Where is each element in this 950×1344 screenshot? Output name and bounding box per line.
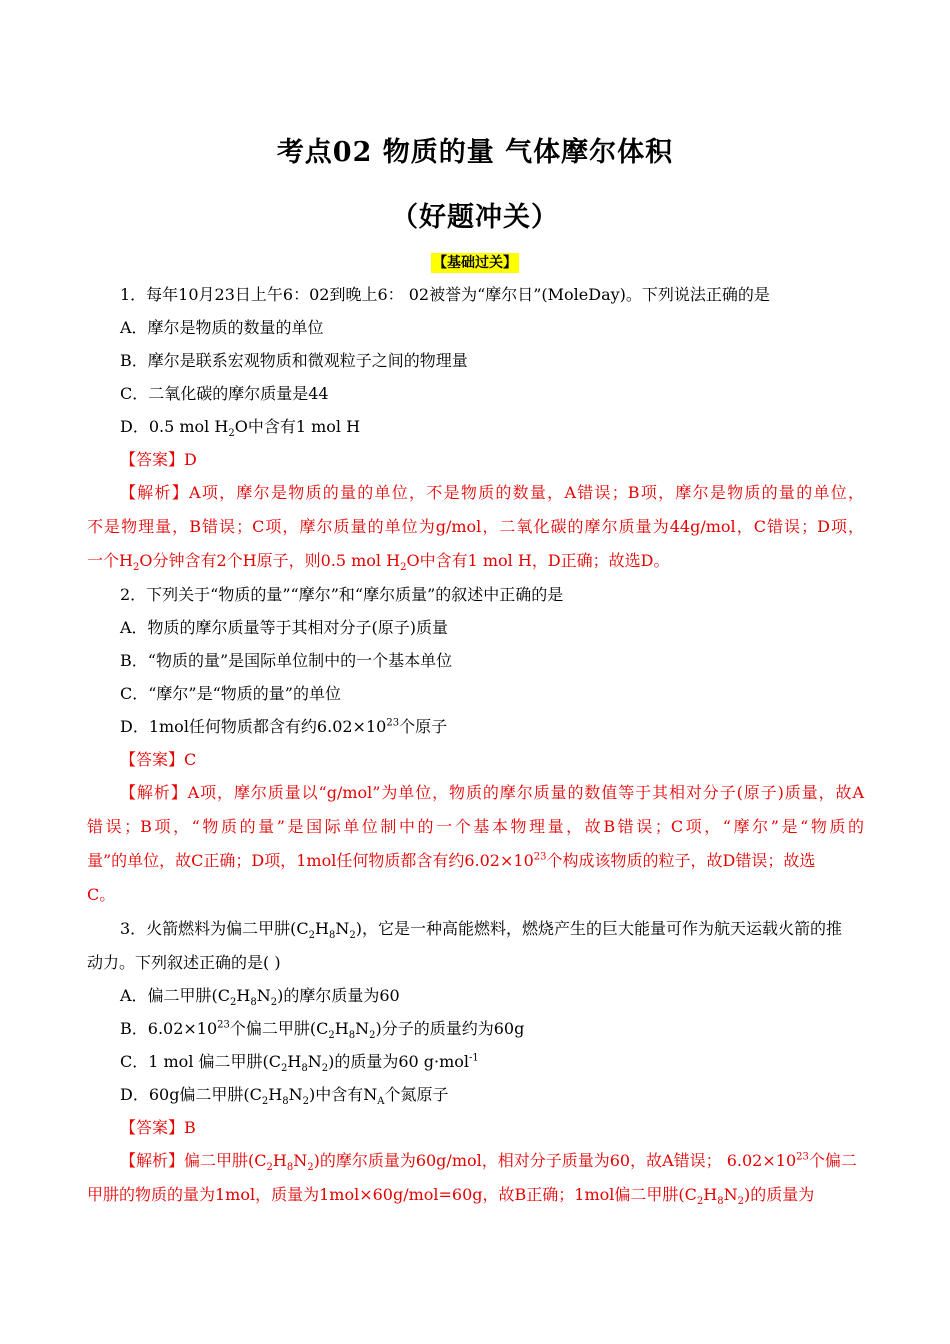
section-heading: [0, 252, 950, 272]
analysis-text: N: [293, 1151, 308, 1170]
question-3-option-d: [120, 1085, 449, 1108]
question-1-answer: 【答案】D: [120, 450, 197, 469]
question-3-option-c: [120, 1052, 479, 1075]
analysis-text: 【解析】偏二甲肼(C: [120, 1151, 267, 1170]
subscript: 2: [270, 997, 278, 1009]
analysis-text: O中含有1 mol H，D正确；故选D。: [406, 551, 670, 570]
question-2-option-b: B．“物质的量”是国际单位制中的一个基本单位: [120, 651, 453, 670]
question-2-option-a: A．物质的摩尔质量等于其相对分子(原子)质量: [120, 618, 449, 637]
section-heading-label: 【基础过关】: [433, 255, 517, 271]
superscript: 23: [217, 1019, 230, 1031]
subscript: 8: [717, 1196, 724, 1208]
subscript: 2: [230, 997, 237, 1009]
subscript: 8: [329, 930, 336, 942]
option-text: 个偏二甲肼(C: [229, 1019, 329, 1038]
question-1-stem: 1．每年10月23日上午6：02到晚上6： 02被誉为“摩尔日”(MoleDay)。下列说法正确的是: [120, 285, 770, 304]
analysis-text: )的摩尔质量为60g/mol，相对分子质量为60，故A错误； 6.02×10: [313, 1151, 797, 1170]
stem-text: H: [315, 919, 329, 938]
superscript: 23: [796, 1151, 809, 1163]
subscript: 8: [250, 997, 257, 1009]
subscript: 2: [281, 1063, 288, 1075]
option-text: C．1 mol 偏二甲肼(C: [120, 1052, 282, 1071]
question-3-analysis-line-1: [120, 1151, 857, 1174]
question-1-analysis-line-2: 不是物理量，B错误；C项，摩尔质量的单位为g/mol，二氧化碳的摩尔质量为44g/mol，C错误；D项，: [87, 517, 864, 536]
option-text: N: [256, 986, 271, 1005]
superscript: 23: [533, 851, 547, 863]
question-2-analysis-line-4: C。: [87, 885, 116, 904]
question-2-analysis-line-1: 【解析】A项，摩尔质量以“g/mol”为单位，物质的摩尔质量的数值等于其相对分子(原子)质量，故A: [120, 783, 864, 802]
option-text: D．0.5 mol H: [120, 417, 229, 436]
stem-text: N: [335, 919, 350, 938]
analysis-text: 个构成该物质的粒子，故D错误；故选: [546, 851, 816, 870]
analysis-text: 一个H: [87, 551, 133, 570]
question-3-stem-line-1: [120, 919, 842, 942]
subscript: 8: [286, 1162, 294, 1174]
question-1-option-b: B．摩尔是联系宏观物质和微观粒子之间的物理量: [120, 351, 468, 370]
question-2-option-c: C．“摩尔”是“物质的量”的单位: [120, 684, 341, 703]
option-text: B．6.02×10: [120, 1019, 218, 1038]
question-3-option-a: [120, 986, 400, 1009]
stem-text: )，它是一种高能燃料，燃烧产生的巨大能量可作为航天运载火箭的推: [355, 919, 842, 938]
stem-text: 3．火箭燃料为偏二甲肼(C: [120, 919, 309, 938]
option-text: )的摩尔质量为60: [277, 986, 400, 1005]
subscript: 2: [696, 1196, 704, 1208]
analysis-text: )的质量为: [743, 1185, 815, 1204]
subscript: 2: [328, 1030, 335, 1042]
option-text: )的质量为60 g·mol: [328, 1052, 470, 1071]
subscript: 2: [132, 562, 140, 574]
subscript: 2: [349, 930, 356, 942]
option-text: N: [288, 1085, 303, 1104]
option-text: O中含有1 mol H: [234, 417, 361, 436]
question-3-option-b: [120, 1019, 525, 1042]
subscript: A: [377, 1096, 385, 1108]
question-2-stem: 2．下列关于“物质的量”“摩尔”和“摩尔质量”的叙述中正确的是: [120, 585, 564, 604]
question-1-analysis-line-3: [87, 551, 670, 574]
option-text: 个原子: [399, 717, 448, 736]
question-3-analysis-line-2: [87, 1185, 815, 1208]
option-text: H: [334, 1019, 349, 1038]
subscript: 8: [301, 1063, 308, 1075]
page-subtitle: （好题冲关）: [391, 202, 559, 233]
option-text: H: [268, 1085, 283, 1104]
analysis-text: 量”的单位，故C正确；D项，1mol任何物质都含有约6.02×10: [87, 851, 534, 870]
subscript: 2: [400, 562, 407, 574]
question-1-option-c: C．二氧化碳的摩尔质量是44: [120, 384, 329, 403]
subscript: 2: [737, 1196, 744, 1208]
analysis-text: 甲肼的物质的量为1mol，质量为1mol×60g/mol=60g，故B正确；1mol偏二甲肼(C: [87, 1185, 697, 1204]
analysis-text: 个偏二: [808, 1151, 857, 1170]
subscript: 2: [369, 1030, 376, 1042]
subscript: 2: [321, 1063, 329, 1075]
question-3-answer: 【答案】B: [120, 1118, 196, 1137]
question-2-analysis-line-3: [87, 851, 864, 871]
question-2-answer: 【答案】C: [120, 750, 197, 769]
question-2-analysis-line-2: 错误；B项，“物质的量”是国际单位制中的一个基本物理量，故B错误；C项，“摩尔”是“物质的: [87, 817, 864, 836]
analysis-text: O分钟含有2个H原子，则0.5 mol H: [139, 551, 401, 570]
option-text: H: [236, 986, 251, 1005]
question-3-stem-line-2: 动力。下列叙述正确的是( ): [87, 953, 281, 972]
subscript: 2: [266, 1162, 273, 1174]
option-text: 个氮原子: [384, 1085, 449, 1104]
subscript: 2: [307, 1162, 314, 1174]
analysis-text: H: [272, 1151, 287, 1170]
page-title: 考点02 物质的量 气体摩尔体积: [276, 137, 674, 168]
superscript: 23: [386, 717, 400, 729]
option-text: N: [307, 1052, 322, 1071]
question-1-analysis-line-1: 【解析】A项，摩尔是物质的量的单位，不是物质的数量，A错误；B项，摩尔是物质的量的单位，: [120, 483, 864, 502]
option-text: )中含有N: [309, 1085, 378, 1104]
subscript: 8: [348, 1030, 356, 1042]
subscript: 2: [228, 428, 235, 440]
option-text: )分子的质量约为60g: [375, 1019, 525, 1038]
subscript: 2: [308, 930, 316, 942]
subscript: 8: [282, 1096, 289, 1108]
question-1-option-d: [120, 417, 361, 440]
option-text: D．1mol任何物质都含有约6.02×10: [120, 717, 387, 736]
question-2-option-d: [120, 717, 447, 737]
superscript: -1: [469, 1052, 479, 1064]
option-text: A．偏二甲肼(C: [120, 986, 231, 1005]
analysis-text: H: [703, 1185, 718, 1204]
option-text: D．60g偏二甲肼(C: [120, 1085, 262, 1104]
question-1-option-a: A．摩尔是物质的数量的单位: [120, 318, 324, 337]
subscript: 2: [261, 1096, 269, 1108]
subscript: 2: [302, 1096, 309, 1108]
option-text: N: [355, 1019, 370, 1038]
option-text: H: [287, 1052, 302, 1071]
analysis-text: N: [723, 1185, 738, 1204]
